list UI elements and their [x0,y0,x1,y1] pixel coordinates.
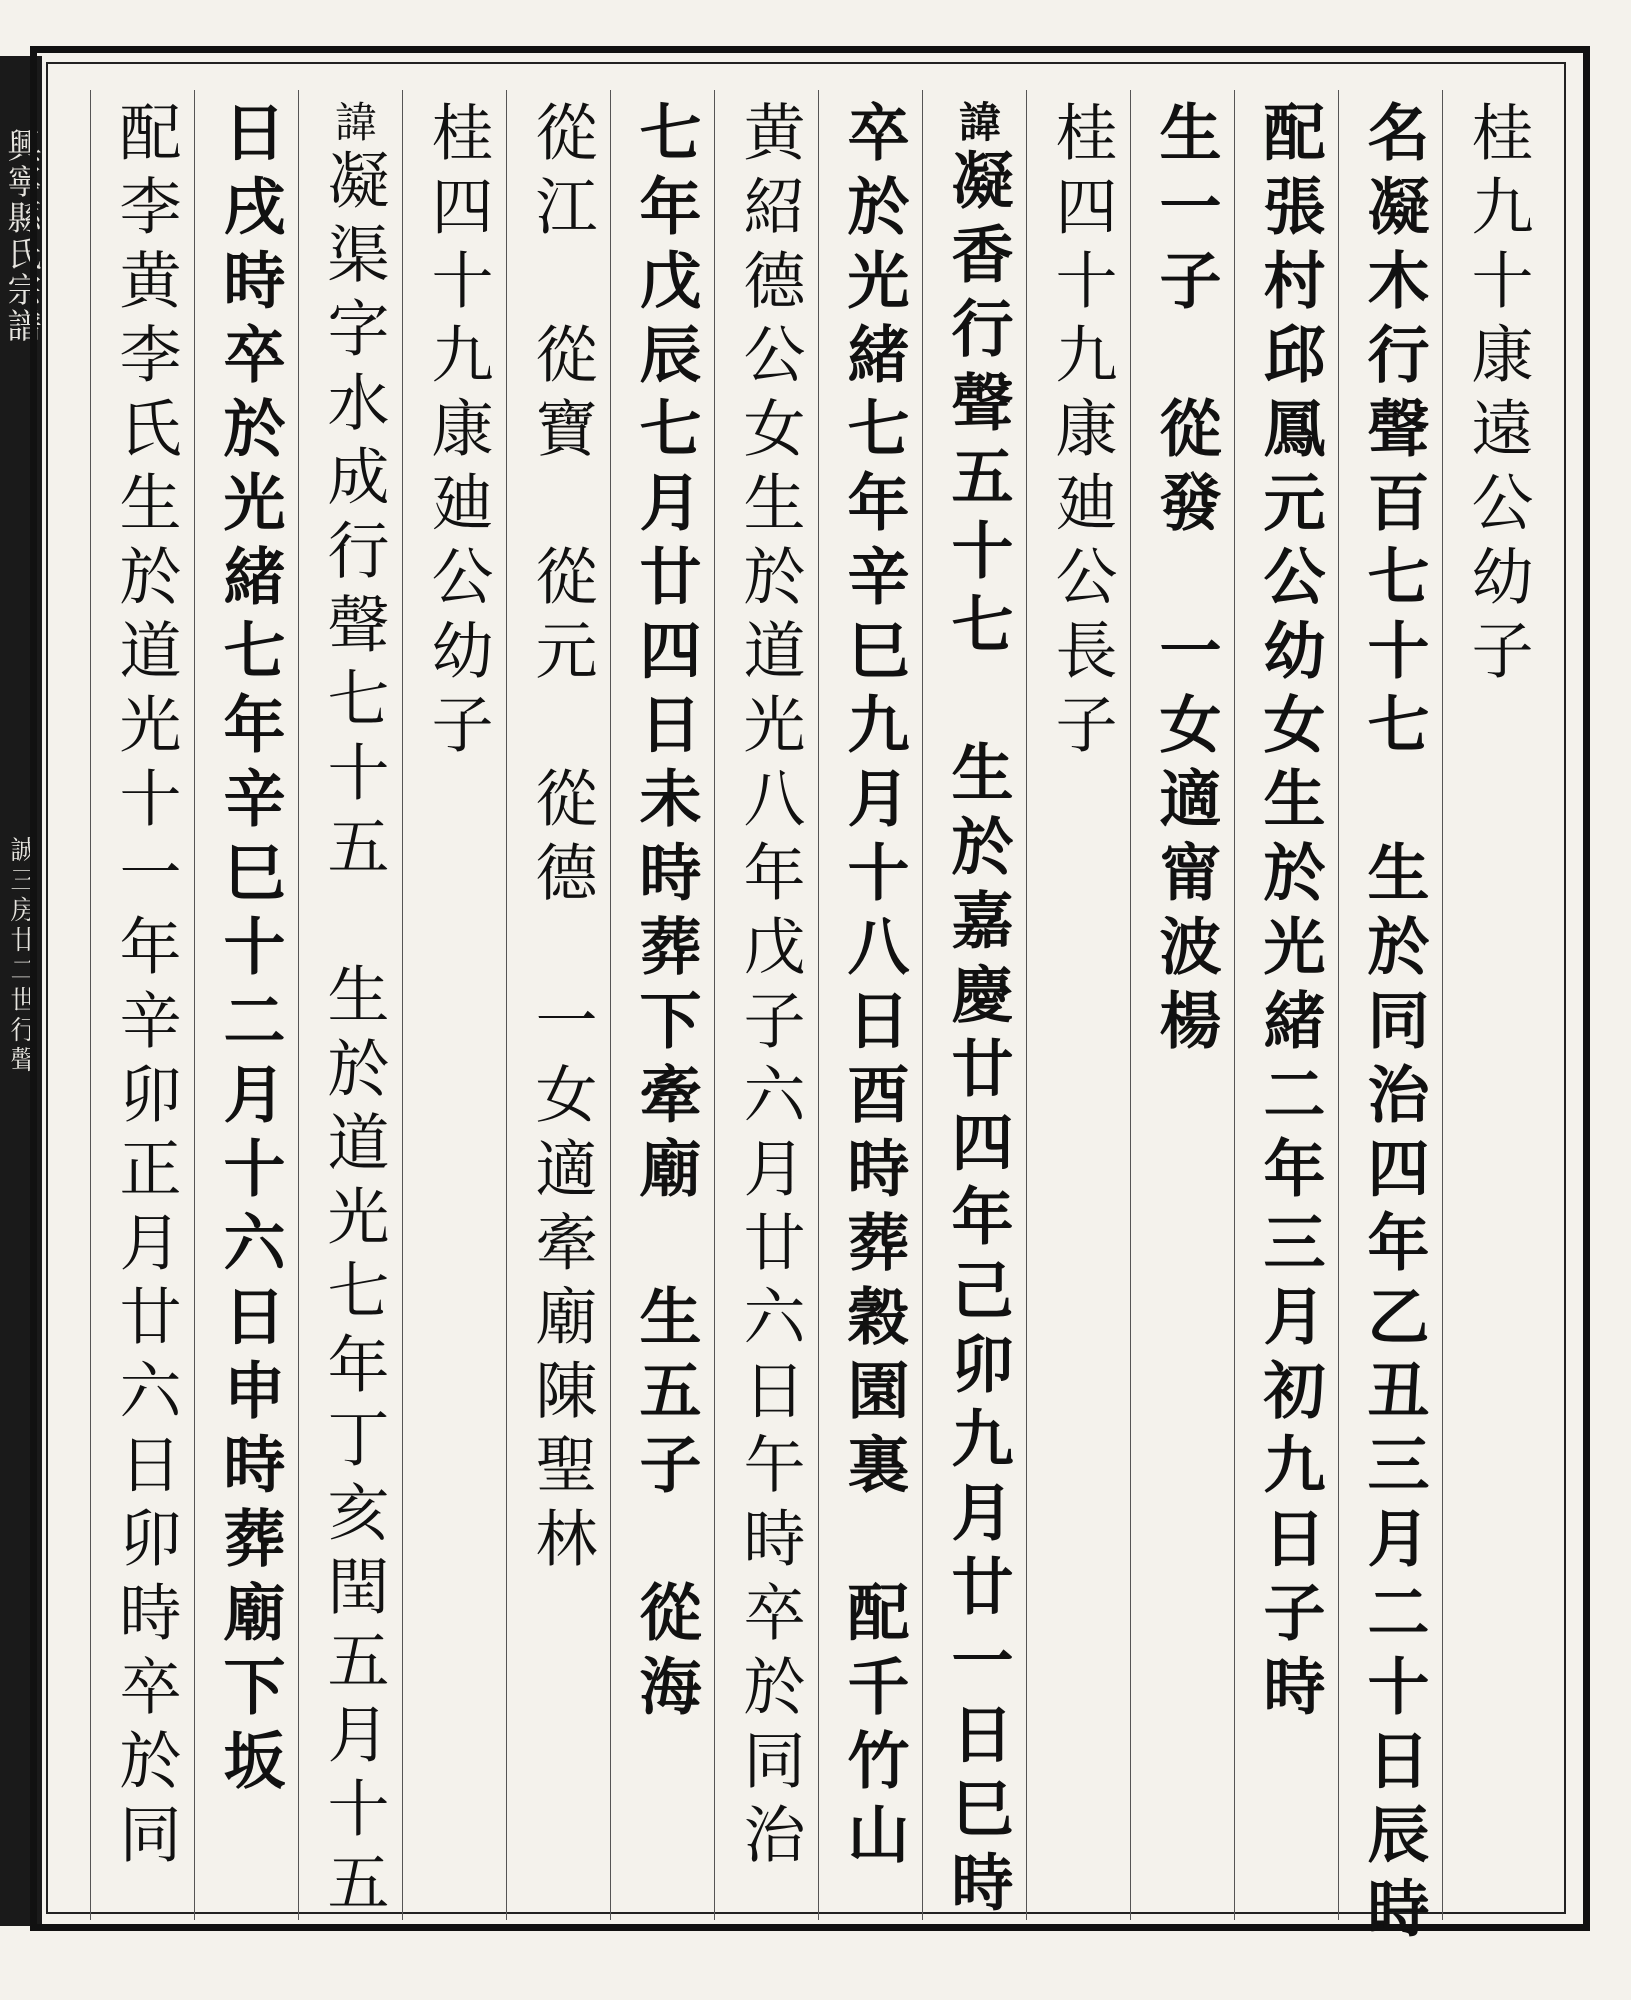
column-text: 桂九十康遠公幼子 [1461,100,1534,692]
text-column [318,100,388,1924]
spine-section: 誠三房廿二世行聲 [6,836,36,1076]
column-text: 桂四十九康廸公幼子 [421,100,494,766]
column-text: 名凝木行聲百七十七 生於同治四年乙丑三月二十日辰時 [1357,100,1430,1950]
column-text: 凝香行聲五十七 生於嘉慶廿四年己卯九月廿一日巳時 [941,148,1014,1924]
column-text: 卒於光緒七年辛巳九月十八日酉時葬穀園裏 配千竹山 [837,100,910,1876]
column-rule [194,90,195,1920]
column-text: 從江 從寶 從元 從德 一女適牽廟陳聖林 [525,100,598,1580]
text-column [1462,100,1532,692]
column-text: 黄紹德公女生於道光八年戊子六月廿六日午時卒於同治 [733,100,806,1876]
column-rule [818,90,819,1920]
text-column [214,100,284,1802]
column-text: 凝渠字水成行聲七十五 生於道光七年丁亥閏五月十五 [317,148,390,1924]
column-rule [922,90,923,1920]
column-text: 桂四十九康廸公長子 [1045,100,1118,766]
honorific-prefix: 諱 [329,100,378,148]
column-rule [1130,90,1131,1920]
column-rule [1026,90,1027,1920]
column-text: 配李黄李氏生於道光十一年辛卯正月廿六日卯時卒於同 [109,100,182,1876]
text-column [630,100,700,1728]
text-column [838,100,908,1876]
column-rule [1234,90,1235,1920]
column-rule [1442,90,1443,1920]
text-column [526,100,596,1580]
text-column [110,100,180,1876]
text-column [942,100,1012,1924]
text-column [734,100,804,1876]
column-rule [298,90,299,1920]
column-rule [610,90,611,1920]
column-rule [506,90,507,1920]
text-column [1046,100,1116,766]
column-text: 七年戊辰七月廿四日未時葬下牽廟 生五子 從海 [629,100,702,1728]
text-column [1150,100,1220,1062]
column-text: 配張村邱鳳元公幼女生於光緒二年三月初九日子時 [1253,100,1326,1728]
spine-title: 興寧縣氏宗譜 [1,128,41,344]
honorific-prefix: 諱 [953,100,1002,148]
column-rule [1338,90,1339,1920]
text-column [422,100,492,766]
text-column [1254,100,1324,1728]
text-column [1358,100,1428,1950]
column-text: 生一子 從發 一女適甯波楊 [1149,100,1222,1062]
column-text: 日戌時卒於光緒七年辛巳十二月十六日申時葬廟下坂 [213,100,286,1802]
column-rule [714,90,715,1920]
column-rule [402,90,403,1920]
column-rule [90,90,91,1920]
